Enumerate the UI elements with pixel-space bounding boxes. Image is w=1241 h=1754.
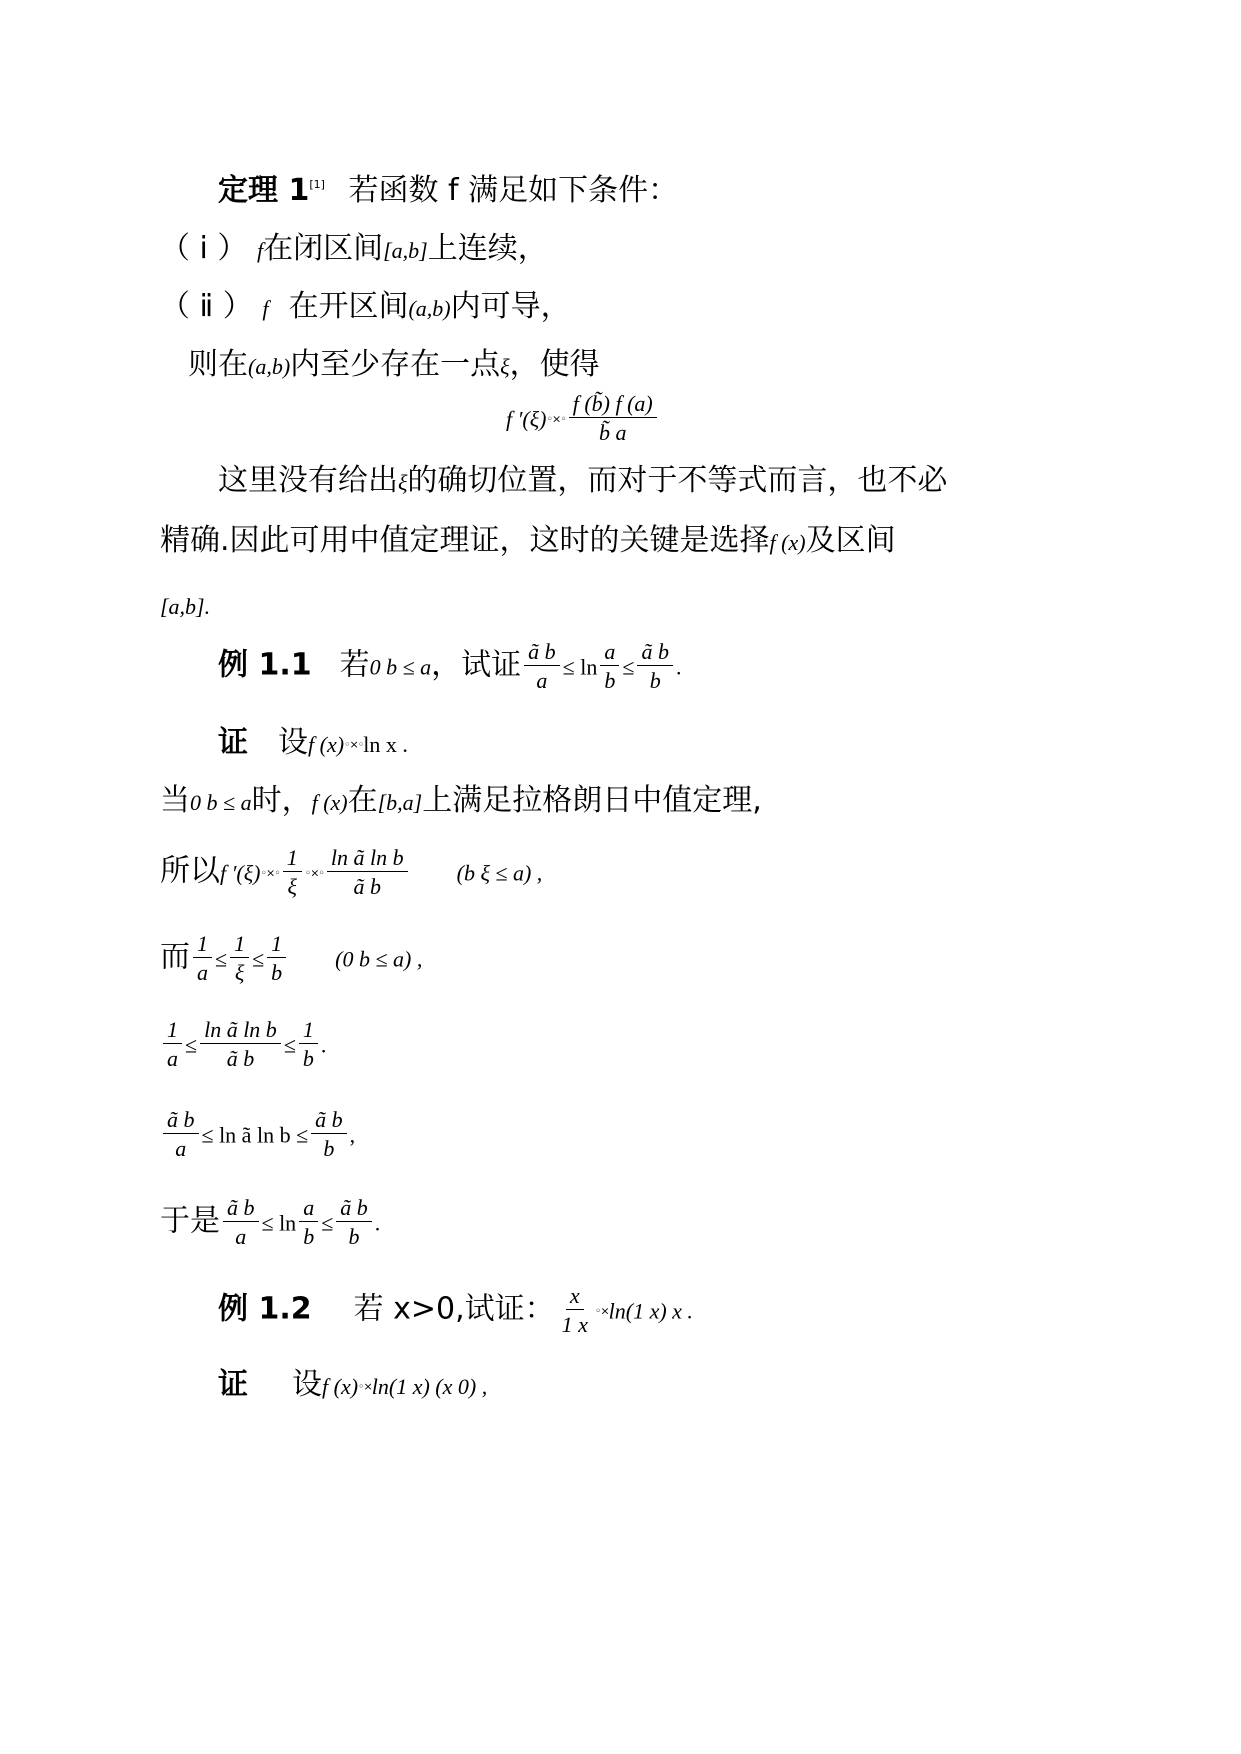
frac-denominator: b xyxy=(303,1224,315,1250)
remark-fx: f (x) xyxy=(769,530,806,555)
when-text2: 时， xyxy=(251,783,312,818)
condition-2 xyxy=(160,289,571,324)
formula-denominator: b̃ a xyxy=(598,420,627,446)
condition-1-interval: [a,b] xyxy=(383,238,428,263)
condition-2-text1: 在开区间 xyxy=(288,289,409,324)
conclusion-text3: ，使得 xyxy=(509,347,600,382)
frac-numerator: ã b xyxy=(163,1108,199,1134)
frac-numerator: 1 xyxy=(193,932,212,958)
example-1-1-prove: ，试证 xyxy=(431,647,522,683)
proof-1-2-setup: 证 设f (x)◦×ln(1 x) (x 0) , xyxy=(218,1367,488,1402)
proof-1-2-label: 证 xyxy=(218,1367,248,1402)
when-interval: [b,a] xyxy=(377,790,423,815)
frac-denominator: a xyxy=(536,668,548,694)
conclusion xyxy=(188,347,600,382)
example-1-2-label: 例 1.2 xyxy=(218,1291,312,1327)
example-1-1-le1: ≤ ln xyxy=(562,654,598,680)
frac-denominator: b xyxy=(348,1224,360,1250)
so-frac1 xyxy=(283,846,302,898)
example-1-1-end: . xyxy=(675,654,682,680)
remark-line-3 xyxy=(160,590,210,620)
frac-denominator: b xyxy=(323,1136,335,1162)
frac-numerator: 1 xyxy=(267,932,286,958)
example-1-2-rhs: ln(1 x) x . xyxy=(608,1298,693,1324)
and-text: 而 xyxy=(160,939,190,975)
example-1-1-le2: ≤ xyxy=(622,654,635,680)
when-fx: f (x) xyxy=(311,790,348,815)
condition-1 xyxy=(160,231,548,266)
frac-numerator: ã b xyxy=(223,1196,259,1222)
frac-numerator: a xyxy=(299,1196,318,1222)
condition-2-f: f xyxy=(262,296,269,321)
remark-xi: ξ xyxy=(398,470,408,495)
remark-interval: [a,b]. xyxy=(160,594,211,619)
thus-frac1 xyxy=(223,1196,259,1248)
condition-2-interval: (a,b) xyxy=(408,296,451,321)
example-1-2-frac xyxy=(558,1284,592,1336)
so-cond: (b ξ ≤ a) , xyxy=(456,860,543,886)
l6-frac1 xyxy=(163,1108,199,1160)
l5-frac3 xyxy=(299,1018,318,1070)
so-lhs: f ′(ξ) xyxy=(220,860,261,886)
proof-1-1-and: 而 $\frac{1}{a}$ ≤ $\frac{1}{\xi}$ ≤ $\frac{1}{b}$ (0 b ≤ a) , xyxy=(160,931,423,986)
remark-line-1b: 的确切位置，而对于不等式而言，也不必 xyxy=(407,463,948,498)
proof-1-1-ineq2: $\frac{\text{ã b}}{a}$ ≤ ln ã ln b ≤ $\frac{\text{ã b}}{b}$ , xyxy=(160,1108,355,1160)
formula-fraction xyxy=(569,392,657,444)
frac-denominator: a xyxy=(197,960,208,986)
example-1-2: 例 1.2 若 x>0,试证： $\frac{x}{1 x}$ ◦×ln(1 x) x . xyxy=(218,1283,693,1338)
and-frac2 xyxy=(230,932,249,984)
condition-2-prefix: （ ⅱ ） xyxy=(160,289,253,324)
frac-numerator: 1 xyxy=(283,846,302,872)
when-rest: 上满足拉格朗日中值定理, xyxy=(422,783,762,818)
formula-numerator: f (b̃) f (a) xyxy=(569,392,657,418)
citation-ref: [1] xyxy=(309,178,325,191)
frac-denominator: ã b xyxy=(226,1046,255,1072)
frac-numerator: ã b xyxy=(336,1196,372,1222)
example-1-1 xyxy=(218,640,681,692)
and-frac3 xyxy=(267,932,286,984)
formula-lhs: f ′(ξ) xyxy=(506,406,547,432)
frac-denominator: 1 x xyxy=(561,1312,588,1338)
thus-frac3 xyxy=(336,1196,372,1248)
frac-denominator: b xyxy=(302,1046,314,1072)
frac-denominator: a xyxy=(175,1136,187,1162)
frac-numerator: 1 xyxy=(299,1018,318,1044)
when-text: 当 xyxy=(160,783,190,818)
conclusion-text2: 内至少存在一点 xyxy=(290,347,501,382)
example-1-1-cond: 0 b ≤ a xyxy=(369,654,432,680)
example-1-1-label: 例 1.1 xyxy=(218,647,312,683)
proof-1-1-ineq: $\frac{1}{a}$ ≤ $\frac{\text{ln ã ln b}}{\text{ã b}}$ ≤ $\frac{1}{b}$ . xyxy=(160,1018,326,1070)
when-in: 在 xyxy=(347,783,378,818)
frac-numerator: a xyxy=(600,640,619,666)
example-1-1-frac2 xyxy=(600,640,619,692)
example-1-2-text: 若 x>0,试证： xyxy=(353,1291,555,1327)
example-1-1-if: 若 xyxy=(339,647,370,683)
frac-denominator: b xyxy=(649,668,661,694)
l5-frac2 xyxy=(200,1018,281,1070)
thus-frac2 xyxy=(299,1196,318,1248)
conclusion-interval: (a,b) xyxy=(248,354,291,379)
l6-frac2 xyxy=(311,1108,347,1160)
conclusion-xi: ξ xyxy=(500,354,510,379)
frac-denominator: b xyxy=(604,668,616,694)
and-frac1 xyxy=(193,932,212,984)
example-1-1-frac1 xyxy=(524,640,560,692)
frac-numerator: ln ã ln b xyxy=(200,1018,281,1044)
proof-1-2-rhs: ln(1 x) (x 0) , xyxy=(371,1374,488,1399)
frac-denominator: b xyxy=(271,960,283,986)
proof-label: 证 xyxy=(218,725,248,760)
remark-line-2b: 及区间 xyxy=(805,523,896,558)
thus-le2: ≤ xyxy=(321,1210,334,1236)
frac-numerator: ã b xyxy=(524,640,560,666)
proof-1-1-so: 所以f ′(ξ)◦×◦ $\frac{1}{\xi}$ ◦×◦ $\frac{\text{ln ã ln b}}{\text{ã b}}$ (b ξ ≤ a) , xyxy=(160,845,543,900)
condition-1-prefix: （ ⅰ ） xyxy=(160,231,248,266)
when-cond: 0 b ≤ a xyxy=(190,790,252,815)
frac-numerator: ã b xyxy=(311,1108,347,1134)
condition-1-text2: 上连续， xyxy=(427,231,548,266)
condition-1-text1: 在闭区间 xyxy=(263,231,384,266)
frac-numerator: 1 xyxy=(230,932,249,958)
proof-1-2-set: 设 xyxy=(292,1367,322,1402)
l6-mid: ≤ ln ã ln b ≤ xyxy=(201,1122,309,1148)
remark-line-1 xyxy=(218,463,948,498)
thus-le1: ≤ ln xyxy=(261,1210,297,1236)
so-frac2 xyxy=(327,846,408,898)
condition-2-text2: 内可导， xyxy=(450,289,571,324)
proof-func: f (x) xyxy=(308,732,345,757)
remark-line-2 xyxy=(160,523,896,558)
remark-line-1a: 这里没有给出 xyxy=(218,463,398,498)
theorem-label: 定理 1 xyxy=(218,173,310,208)
frac-denominator: ξ xyxy=(234,960,245,986)
frac-numerator: 1 xyxy=(163,1018,182,1044)
theorem-intro: 若函数 f 满足如下条件： xyxy=(348,173,679,208)
proof-1-1-setup: 证 设f (x)◦×◦ln x . xyxy=(218,725,408,760)
frac-numerator: ln ã ln b xyxy=(327,846,408,872)
proof-1-2-func: f (x) xyxy=(322,1374,359,1399)
condition-1-f: f xyxy=(256,238,264,263)
example-1-1-frac3 xyxy=(637,640,673,692)
so-text: 所以 xyxy=(160,853,220,889)
frac-denominator: ξ xyxy=(287,874,297,900)
proof-rhs: ln x . xyxy=(363,732,408,757)
conclusion-text1: 则在 xyxy=(188,347,248,382)
remark-line-2a: 精确.因此可用中值定理证，这时的关键是选择 xyxy=(160,523,770,558)
l5-frac1 xyxy=(163,1018,182,1070)
theorem-heading xyxy=(218,173,679,208)
frac-numerator: x xyxy=(566,1284,584,1310)
and-cond: (0 b ≤ a) , xyxy=(335,946,423,972)
frac-numerator: ã b xyxy=(637,640,673,666)
mean-value-formula: f ′(ξ)◦×◦ $\frac{f (b̃) f (a)}{b̃ a}$ xyxy=(506,392,660,444)
frac-denominator: ã b xyxy=(353,874,382,900)
frac-denominator: a xyxy=(235,1224,247,1250)
thus-text: 于是 xyxy=(160,1203,220,1239)
frac-denominator: a xyxy=(167,1046,178,1072)
proof-set: 设 xyxy=(278,725,308,760)
proof-1-1-when xyxy=(160,783,762,818)
proof-1-1-thus: 于是 $\frac{\text{ã b}}{a}$ ≤ ln $\frac{a}{b}$ ≤ $\frac{\text{ã b}}{b}$ . xyxy=(160,1195,381,1250)
